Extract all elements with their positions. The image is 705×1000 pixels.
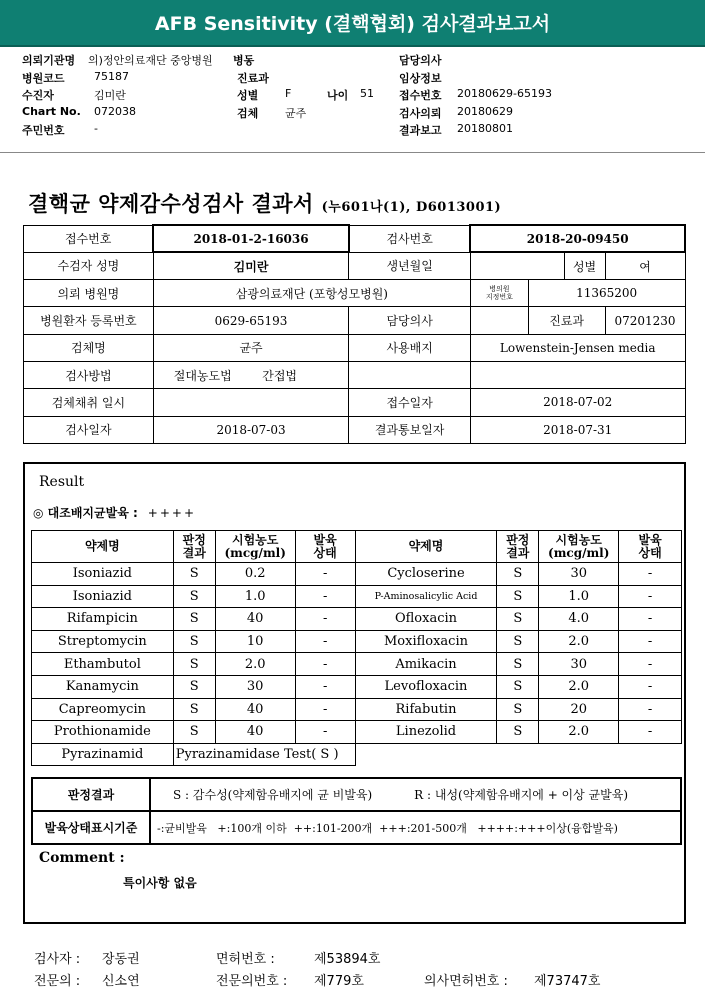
age-value: 51 [360,87,374,100]
receipt-date-value: 2018-07-02 [470,389,685,416]
info-sex-label: 성별 [564,252,605,279]
growth-value: - [295,563,355,586]
drug-name: Moxifloxacin [355,630,497,653]
document-title [28,188,501,218]
report-banner [0,0,705,47]
conc-value: 4.0 [539,608,619,631]
judge-value: S [497,721,539,744]
judge-value: S [497,608,539,631]
result-section [23,462,686,924]
notify-date-label: 결과통보일자 [349,416,471,443]
medium-value: Lowenstein-Jensen media [470,334,685,361]
judge-value: S [497,698,539,721]
conc-value: 10 [215,630,295,653]
drug-header-2: 약제명 [355,531,497,563]
conc-value: 2.0 [539,675,619,698]
specialist-no-label: 전문의번호 : [216,974,288,989]
growth-value: - [619,563,682,586]
method-value: 절대농도법 간접법 [153,361,349,388]
growth-value: - [295,653,355,676]
info-specimen-value: 균주 [153,334,349,361]
conc-value: 30 [539,563,619,586]
drug-row [32,675,682,698]
document-code: (누601나(1), D6013001) [321,200,502,215]
drug-name: Isoniazid [32,585,174,608]
drug-row [32,585,682,608]
pyrazinamid-row [32,743,682,766]
result-title: Result [39,474,85,490]
reception-label: 접수번호 [399,89,442,102]
license-value: 제53894호 [314,952,381,967]
judgement-table [31,777,682,845]
doctor-license-value: 제73747호 [534,974,601,989]
header-divider [0,152,705,153]
growth-value: - [619,721,682,744]
specialist-value: 신소연 [102,974,140,989]
drug-name: Linezolid [355,721,497,744]
growth-value: - [295,630,355,653]
patient-info-table [23,224,686,444]
method-label: 검사방법 [24,361,154,388]
method-blank-1 [349,361,471,388]
judge-value: S [173,721,215,744]
growth-value: - [295,675,355,698]
drug-name: Prothionamide [32,721,174,744]
growth-value: - [295,585,355,608]
info-doctor-value [470,307,528,334]
request-value: 20180629 [457,104,513,118]
conc-value: 20 [539,698,619,721]
rrn-value: - [94,122,98,135]
drug-name: Ofloxacin [355,608,497,631]
drug-row [32,721,682,744]
drug-header: 약제명 [32,531,174,563]
comment-label: Comment : [39,850,125,866]
drug-row [32,630,682,653]
judge-value: S [173,630,215,653]
doctor-label: 담당의사 [399,54,442,67]
sex-value: F [285,87,292,100]
growth-value: - [619,630,682,653]
judge-value: S [497,675,539,698]
growth-value: - [295,721,355,744]
conc-value: 2.0 [215,653,295,676]
test-date-value: 2018-07-03 [153,416,349,443]
info-sex-value: 여 [605,252,685,279]
conc-value: 40 [215,721,295,744]
collector-label: 수진자 [22,89,54,102]
hospital-value: 삼광의료재단 (포항성모병원) [153,280,470,307]
test-no-value: 2018-20-09450 [470,225,685,252]
growth-value: - [619,675,682,698]
judge-value: S [173,563,215,586]
growth-header-2: 발육 상태 [619,531,682,563]
info-specimen-label: 검체명 [24,334,154,361]
judge-value: S [173,698,215,721]
reception-no-label: 접수번호 [24,225,154,252]
report-title: AFB Sensitivity (결핵협회) 검사결과보고서 [154,13,551,35]
institution-label: 의뢰기관명 [22,54,76,67]
medium-label: 사용배지 [349,334,471,361]
chart-value: 072038 [94,104,136,118]
judgement-label: 판정결과 [32,778,150,811]
hospital-label: 의뢰 병원명 [24,280,154,307]
header-info [22,52,682,140]
patient-name-label: 수검자 성명 [24,252,154,279]
judge-value: S [497,653,539,676]
control-growth-label: ◎ 대조배지균발육 : [33,506,138,520]
judge-value: S [173,585,215,608]
chart-label: Chart No. [22,104,81,118]
drug-name: Ethambutol [32,653,174,676]
pyrazinamid-label: Pyrazinamid [32,743,174,766]
reception-value: 20180629-65193 [457,87,552,100]
drug-table-header [32,531,682,563]
birth-label: 생년월일 [349,252,471,279]
specimen-value: 균주 [285,106,307,120]
drug-name: Rifabutin [355,698,497,721]
receipt-date-label: 접수일자 [349,389,471,416]
notify-date-value: 2018-07-31 [470,416,685,443]
birth-value [470,252,564,279]
ward-label: 병동 [233,54,255,67]
reg-no-value: 0629-65193 [153,307,349,334]
control-growth-value: ++++ [147,506,196,520]
institution-value: 의)정안의료재단 중앙병원 [88,54,213,67]
collect-date-label: 검체채취 일시 [24,389,154,416]
comment-text: 특이사항 없음 [123,876,197,890]
info-doctor-label: 담당의사 [349,307,471,334]
specimen-label: 검체 [237,106,259,120]
growth-standard-text: -:균비발육 +:100개 이하 ++:101-200개 +++:201-500개 ++++:+++이상(융합발육) [150,811,681,844]
age-label: 나이 [327,89,349,102]
drug-name: Isoniazid [32,563,174,586]
report-date-value: 20180801 [457,122,513,135]
conc-header-2: 시험농도 (mcg/ml) [539,531,619,563]
control-growth [33,504,196,521]
pyrazinamid-blank [355,743,681,766]
judge-value: S [497,630,539,653]
clinical-label: 임상정보 [399,71,442,85]
hospital-code-value: 75187 [94,69,129,83]
collector-value: 김미란 [94,89,126,102]
specialist-label: 전문의 : [34,974,81,989]
conc-value: 2.0 [539,630,619,653]
drug-susceptibility-table [31,530,682,766]
judge-value: S [173,675,215,698]
info-dept-value: 07201230 [605,307,685,334]
drug-name: Streptomycin [32,630,174,653]
test-date-label: 검사일자 [24,416,154,443]
drug-name: Amikacin [355,653,497,676]
judgement-text: S : 감수성(약제함유배지에 균 비발육) R : 내성(약제함유배지에 + 이상 균발육) [150,778,681,811]
tester-value: 장동권 [102,952,140,967]
growth-standard-label: 발육상태표시기준 [32,811,150,844]
growth-value: - [619,608,682,631]
drug-name: Kanamycin [32,675,174,698]
drug-name: Capreomycin [32,698,174,721]
info-dept-label: 진료과 [528,307,605,334]
drug-row [32,608,682,631]
judge-value: S [173,653,215,676]
judge-value: S [173,608,215,631]
conc-value: 2.0 [539,721,619,744]
judge-header-2: 판정 결과 [497,531,539,563]
designated-no-label: 병의원 지정번호 [470,280,528,307]
pyrazinamid-test: Pyrazinamidase Test( S ) [173,743,355,766]
conc-value: 0.2 [215,563,295,586]
drug-row [32,698,682,721]
growth-value: - [619,653,682,676]
method-blank-2 [470,361,685,388]
designated-no-value: 11365200 [528,280,685,307]
conc-value: 40 [215,698,295,721]
drug-name: Rifampicin [32,608,174,631]
drug-name: Levofloxacin [355,675,497,698]
growth-value: - [619,585,682,608]
rrn-label: 주민번호 [22,124,65,137]
drug-row [32,653,682,676]
doctor-license-label: 의사면허번호 : [424,974,508,989]
drug-name: P-Aminosalicylic Acid [355,585,497,608]
patient-name-value: 김미란 [153,252,349,279]
document-title-text: 결핵균 약제감수성검사 결과서 [28,191,314,216]
conc-header: 시험농도 (mcg/ml) [215,531,295,563]
growth-value: - [295,608,355,631]
conc-value: 30 [539,653,619,676]
tester-label: 검사자 : [34,952,81,967]
growth-value: - [295,698,355,721]
judge-header: 판정 결과 [173,531,215,563]
growth-header: 발육 상태 [295,531,355,563]
request-label: 검사의뢰 [399,106,442,120]
drug-name: Cycloserine [355,563,497,586]
dept-label: 진료과 [237,71,269,85]
drug-row [32,563,682,586]
conc-value: 30 [215,675,295,698]
judge-value: S [497,585,539,608]
conc-value: 1.0 [215,585,295,608]
conc-value: 40 [215,608,295,631]
conc-value: 1.0 [539,585,619,608]
sex-label: 성별 [237,89,259,102]
specialist-no-value: 제779호 [314,974,364,989]
license-label: 면허번호 : [216,952,275,967]
reg-no-label: 병원환자 등록번호 [24,307,154,334]
test-no-label: 검사번호 [349,225,471,252]
reception-no-value: 2018-01-2-16036 [153,225,349,252]
hospital-code-label: 병원코드 [22,71,65,85]
growth-value: - [619,698,682,721]
report-date-label: 결과보고 [399,124,442,137]
judge-value: S [497,563,539,586]
collect-date-value [153,389,349,416]
